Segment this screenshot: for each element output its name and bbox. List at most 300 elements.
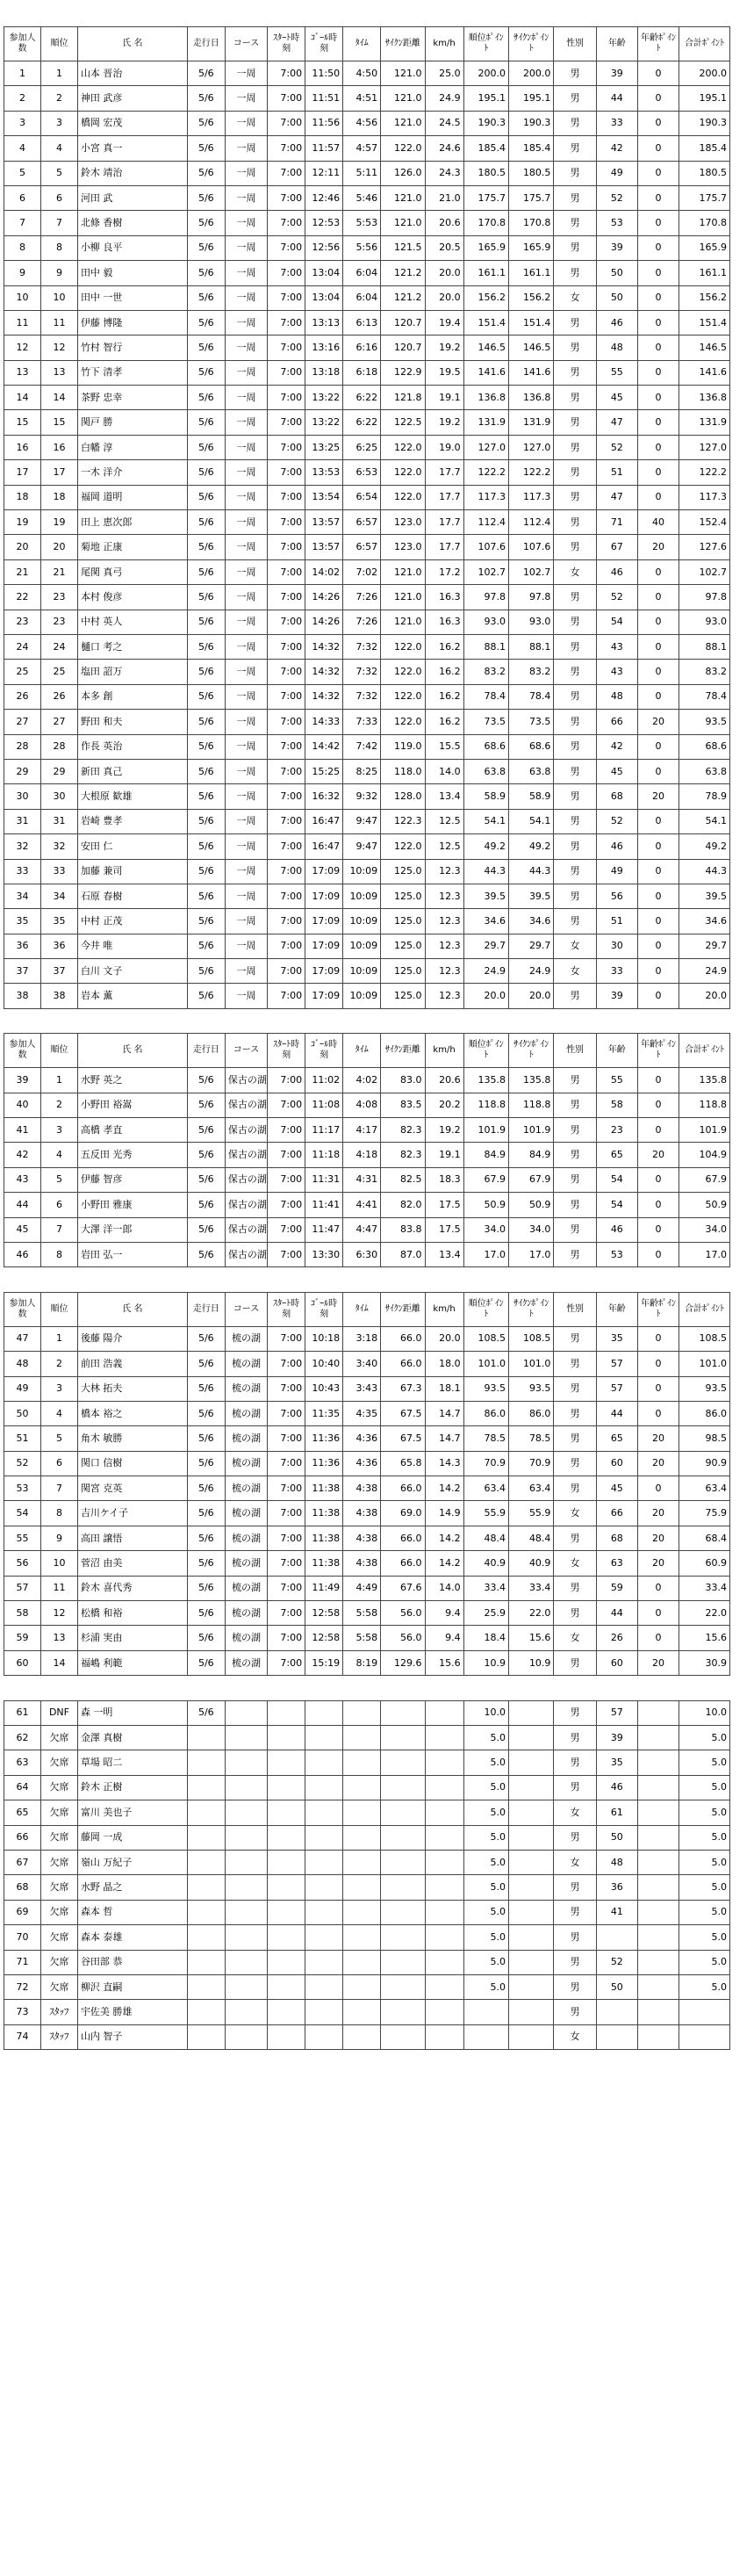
table-cell: 5/6 [187,61,225,86]
column-header: 参加人数 [4,1034,41,1068]
table-cell: 梳の湖 [225,1426,267,1451]
table-cell: 45 [596,759,637,783]
table-cell: 11:35 [305,1401,343,1425]
table-cell: 122.0 [381,710,425,734]
table-cell: 田上 恵次郎 [77,510,187,535]
table-cell: 男 [554,336,596,360]
table-cell: 14:26 [305,610,343,634]
table-cell: 136.8 [509,386,554,410]
table-cell: 10:09 [343,859,381,884]
table-cell: 男 [554,360,596,385]
table-cell: 7:00 [268,1143,305,1167]
table-cell: 135.8 [509,1068,554,1093]
table-cell: 93.0 [679,610,730,634]
table-cell: 一周 [225,934,267,958]
table-cell: 一周 [225,435,267,459]
table-cell: 5/6 [187,336,225,360]
table-cell: 7:00 [268,535,305,559]
table-cell [225,1875,267,1900]
table-cell: 117.3 [679,485,730,509]
table-cell: 11:38 [305,1526,343,1550]
table-cell: 180.5 [679,161,730,185]
table-cell: 82.5 [381,1167,425,1192]
table-cell: 16:32 [305,784,343,809]
table-cell [509,1950,554,1974]
table-cell: 7:00 [268,610,305,634]
table-cell: 121.0 [381,111,425,135]
table-cell: 60.9 [679,1551,730,1576]
table-cell: 39.5 [509,884,554,908]
table-cell: 42 [596,734,637,759]
table-cell: 52 [4,1451,41,1476]
table-cell: 0 [637,485,679,509]
table-cell: 4:31 [343,1167,381,1192]
table-row [4,710,730,734]
table-cell: 52 [596,435,637,459]
table-cell: 0 [637,261,679,285]
table-cell: 39 [596,61,637,86]
table-cell: 0 [637,86,679,111]
table-cell: 梳の湖 [225,1376,267,1401]
table-row [4,460,730,485]
table-cell: 33.4 [509,1576,554,1600]
table-cell: 0 [637,435,679,459]
table-cell: 5/6 [187,460,225,485]
table-cell: 57 [596,1700,637,1725]
table-cell: 53 [4,1476,41,1501]
table-cell: 23 [596,1118,637,1143]
table-cell: 7:00 [268,285,305,310]
column-header: ﾀｲﾑ [343,1292,381,1326]
table-cell: 水野 英之 [77,1068,187,1093]
table-cell: 16 [4,435,41,459]
table-cell [463,2000,508,2024]
table-cell: 125.0 [381,909,425,934]
table-cell: 7:00 [268,585,305,610]
table-cell: 杉浦 実由 [77,1626,187,1650]
table-cell: 一周 [225,909,267,934]
table-cell: 8 [4,235,41,260]
table-row [4,1068,730,1093]
table-cell: 4 [40,136,77,161]
table-cell: 0 [637,984,679,1008]
table-cell: 17.7 [425,510,463,535]
table-cell [305,1700,343,1725]
table-cell [225,1950,267,1974]
table-cell: 5/6 [187,710,225,734]
table-cell: 48 [4,1352,41,1376]
table-cell [509,2024,554,2049]
table-cell: 161.1 [679,261,730,285]
table-cell: 一周 [225,261,267,285]
table-cell: 11:02 [305,1068,343,1093]
table-cell: 26 [40,684,77,709]
table-cell: 20.6 [425,1068,463,1093]
table-cell: 5/6 [187,235,225,260]
table-cell: 0 [637,1576,679,1600]
column-header: 順位ﾎﾟｲﾝﾄ [463,1034,508,1068]
table-cell: 17:09 [305,884,343,908]
table-cell: 10.9 [463,1650,508,1675]
table-cell: 高橋 孝直 [77,1118,187,1143]
table-cell: 55.9 [509,1501,554,1526]
table-cell: 6 [40,185,77,210]
table-cell: 13:57 [305,535,343,559]
table-cell: 93.5 [509,1376,554,1401]
table-cell: 7:00 [268,834,305,859]
table-cell: 5/6 [187,984,225,1008]
table-cell: 本村 俊彦 [77,585,187,610]
table-cell: 5.0 [679,1800,730,1825]
table-cell: 5.0 [679,1850,730,1874]
table-cell: 33 [596,111,637,135]
table-cell: 欠席 [40,1950,77,1974]
table-cell: 37 [40,959,77,984]
table-cell: 121.0 [381,211,425,235]
table-cell: DNF [40,1700,77,1725]
column-header: ｺﾞｰﾙ時刻 [305,27,343,61]
table-cell: 82.0 [381,1193,425,1217]
table-cell: 13:18 [305,360,343,385]
table-cell [425,1750,463,1775]
table-cell: 男 [554,136,596,161]
table-cell [425,2000,463,2024]
table-cell: 茶野 忠幸 [77,386,187,410]
table-cell: 0 [637,610,679,634]
table-cell: 23 [4,610,41,634]
table-cell: 5.0 [679,1775,730,1800]
table-cell: 伊藤 智彦 [77,1167,187,1192]
table-cell: 34.0 [679,1217,730,1242]
table-cell: 62 [4,1726,41,1750]
table-cell: 欠席 [40,1750,77,1775]
table-cell: 男 [554,1925,596,1950]
table-row [4,2000,730,2024]
table-cell: 165.9 [463,235,508,260]
table-cell: 141.6 [463,360,508,385]
table-cell [509,1925,554,1950]
column-header: 順位 [40,27,77,61]
table-cell: 森本 泰雄 [77,1925,187,1950]
table-cell: 63.4 [679,1476,730,1501]
table-cell: 17.7 [425,460,463,485]
table-cell: 欠席 [40,1726,77,1750]
table-cell [225,2000,267,2024]
column-header: コース [225,1292,267,1326]
table-cell: 0 [637,136,679,161]
table-cell: 48.4 [509,1526,554,1550]
table-cell: 26 [596,1626,637,1650]
table-cell: 25 [40,660,77,684]
table-cell: 小野田 裕嵩 [77,1093,187,1117]
table-cell: 7:26 [343,585,381,610]
table-row [4,1576,730,1600]
table-cell: 33 [596,959,637,984]
table-cell: 5 [4,161,41,185]
table-cell: 5.0 [463,1925,508,1950]
table-cell: 欠席 [40,1775,77,1800]
table-cell: 白幡 淳 [77,435,187,459]
table-cell [225,1775,267,1800]
table-cell: 122.0 [381,660,425,684]
table-cell: 19 [4,510,41,535]
table-cell: 71 [4,1950,41,1974]
table-cell: 4:36 [343,1451,381,1476]
table-cell: 83.5 [381,1093,425,1117]
table-cell: 125.0 [381,959,425,984]
table-cell: 7:32 [343,684,381,709]
table-cell: 男 [554,1451,596,1476]
table-cell: 27 [40,710,77,734]
table-cell: 0 [637,585,679,610]
table-cell: 0 [637,235,679,260]
table-cell: 7:00 [268,634,305,659]
table-cell: 女 [554,285,596,310]
table-cell: 7:00 [268,61,305,86]
column-header: コース [225,27,267,61]
table-cell: 5/6 [187,185,225,210]
table-cell: 51 [4,1426,41,1451]
table-cell: 5.0 [463,1875,508,1900]
table-cell: 5/6 [187,310,225,335]
column-header: 氏 名 [77,1034,187,1068]
table-cell: 161.1 [463,261,508,285]
table-cell: 16.2 [425,684,463,709]
table-cell: 122.0 [381,834,425,859]
table-cell: 6:30 [343,1242,381,1266]
table-cell: 関宮 克英 [77,1476,187,1501]
table-cell: 男 [554,1401,596,1425]
table-cell: 70.9 [509,1451,554,1476]
table-cell: 12.3 [425,859,463,884]
table-cell: 7:00 [268,310,305,335]
table-cell: 男 [554,1875,596,1900]
table-cell: 122.0 [381,460,425,485]
table-cell: 4:41 [343,1193,381,1217]
table-cell: 4:18 [343,1143,381,1167]
table-cell: 男 [554,684,596,709]
table-cell: 一周 [225,111,267,135]
table-cell [305,1825,343,1850]
table-cell: 7:00 [268,1626,305,1650]
table-cell: 男 [554,235,596,260]
table-row [4,1900,730,1924]
table-cell [509,1825,554,1850]
table-cell: 57 [596,1376,637,1401]
table-cell: 48 [596,336,637,360]
table-cell: 9.4 [425,1626,463,1650]
table-cell [268,1825,305,1850]
table-cell [637,1850,679,1874]
table-cell: 39 [596,1726,637,1750]
table-cell: 0 [637,934,679,958]
table-cell: 7:00 [268,1426,305,1451]
table-cell: 7:00 [268,1093,305,1117]
table-cell: 50 [596,285,637,310]
table-cell: 34 [4,884,41,908]
table-cell: 男 [554,1601,596,1626]
table-cell: 93.5 [679,710,730,734]
table-cell: 5/6 [187,136,225,161]
table-cell: 5/6 [187,1068,225,1093]
table-cell: 7:00 [268,435,305,459]
table-cell: 200.0 [463,61,508,86]
table-cell: 福岡 道明 [77,485,187,509]
table-cell: 男 [554,1900,596,1924]
table-cell: 吉川ケイ子 [77,1501,187,1526]
table-cell: 65 [4,1800,41,1825]
table-cell: 9:47 [343,809,381,833]
table-cell: 69 [4,1900,41,1924]
table-row [4,285,730,310]
table-cell [509,1726,554,1750]
table-cell: 20.5 [425,235,463,260]
table-cell: 131.9 [679,410,730,435]
table-cell: 5 [40,1167,77,1192]
table-row [4,1118,730,1143]
table-cell: 12.3 [425,984,463,1008]
table-cell [381,1925,425,1950]
table-cell [268,1974,305,1999]
table-cell: 5/6 [187,834,225,859]
table-cell: 男 [554,784,596,809]
table-cell: ｽﾀｯﾌ [40,2024,77,2049]
table-cell: 5/6 [187,934,225,958]
table-cell: 14.0 [425,759,463,783]
table-cell: 7:00 [268,909,305,934]
table-cell: 97.8 [679,585,730,610]
table-cell: 56.0 [381,1601,425,1626]
table-cell: 男 [554,1093,596,1117]
table-cell: 小野田 雅康 [77,1193,187,1217]
table-cell: 125.0 [381,934,425,958]
table-cell: 125.0 [381,884,425,908]
table-cell: 54 [596,1167,637,1192]
table-cell [305,2000,343,2024]
table-cell: 欠席 [40,1875,77,1900]
table-cell [381,2024,425,2049]
table-cell: 5/6 [187,1426,225,1451]
table-cell: 0 [637,634,679,659]
table-row [4,934,730,958]
table-cell: 0 [637,834,679,859]
table-cell [679,2000,730,2024]
table-cell: 55 [596,1068,637,1093]
table-cell: 0 [637,660,679,684]
table-cell: 20 [637,1551,679,1576]
table-cell: 8 [40,1501,77,1526]
table-cell: 11:51 [305,86,343,111]
table-cell: 福嶋 利範 [77,1650,187,1675]
table-cell: 男 [554,1650,596,1675]
table-cell: 12:53 [305,211,343,235]
table-cell: 一周 [225,684,267,709]
table-cell: 3 [40,111,77,135]
table-cell: 欠席 [40,1850,77,1874]
table-cell: 101.9 [509,1118,554,1143]
table-cell: 一周 [225,460,267,485]
table-cell: 女 [554,1850,596,1874]
table-cell: 0 [637,1217,679,1242]
table-row [4,1626,730,1650]
table-cell: 151.4 [463,310,508,335]
table-cell: 0 [637,211,679,235]
table-cell [425,1875,463,1900]
table-cell: 39 [596,984,637,1008]
table-cell: 7:00 [268,86,305,111]
table-cell: 13:57 [305,510,343,535]
table-cell: 前田 浩義 [77,1352,187,1376]
table-cell [637,1750,679,1775]
table-cell: 63 [596,1551,637,1576]
column-header: 年齢ﾎﾟｲﾝﾄ [637,1292,679,1326]
table-cell: 12:58 [305,1601,343,1626]
table-cell: 121.0 [381,610,425,634]
table-row [4,1143,730,1167]
table-cell: 33 [40,859,77,884]
table-cell: 121.0 [381,86,425,111]
table-cell: 7:32 [343,660,381,684]
table-cell: 42 [596,136,637,161]
table-cell: 保古の湖 [225,1068,267,1093]
table-cell: 47 [4,1326,41,1351]
table-cell: 男 [554,984,596,1008]
table-cell: 58 [4,1601,41,1626]
table-cell: 柳沢 直嗣 [77,1974,187,1999]
table-cell: 7:00 [268,684,305,709]
table-cell: 5/6 [187,1526,225,1550]
table-cell: 一周 [225,310,267,335]
table-cell: 70.9 [463,1451,508,1476]
table-cell: 125.0 [381,859,425,884]
table-cell [305,1850,343,1874]
table-cell: 35 [40,909,77,934]
table-cell: 5.0 [679,1750,730,1775]
table-cell: 3:40 [343,1352,381,1376]
table-cell: 鈴木 靖治 [77,161,187,185]
table-cell [509,1850,554,1874]
table-cell: 19.2 [425,1118,463,1143]
table-cell: 11:08 [305,1093,343,1117]
table-cell: 131.9 [463,410,508,435]
table-cell: 41 [596,1900,637,1924]
table-cell: 11:36 [305,1451,343,1476]
table-cell: 保古の湖 [225,1167,267,1192]
table-row [4,1650,730,1675]
table-cell: 0 [637,1068,679,1093]
table-cell: 50 [4,1401,41,1425]
table-cell: 7:00 [268,859,305,884]
table-cell: 52 [596,185,637,210]
table-cell: 5.0 [679,1950,730,1974]
table-cell: 18.1 [425,1376,463,1401]
table-cell: 一周 [225,859,267,884]
table-cell: 7:00 [268,1376,305,1401]
table-cell: 4 [4,136,41,161]
table-cell: 83.8 [381,1217,425,1242]
table-cell: 7 [4,211,41,235]
table-cell: 男 [554,211,596,235]
table-cell [381,1950,425,1974]
table-cell: 梳の湖 [225,1526,267,1550]
table-cell: 117.3 [509,485,554,509]
table-cell: 10:09 [343,984,381,1008]
table-cell: 一周 [225,211,267,235]
table-cell [187,1875,225,1900]
table-cell: 女 [554,2024,596,2049]
table-cell: 73 [4,2000,41,2024]
table-cell: 7:00 [268,235,305,260]
